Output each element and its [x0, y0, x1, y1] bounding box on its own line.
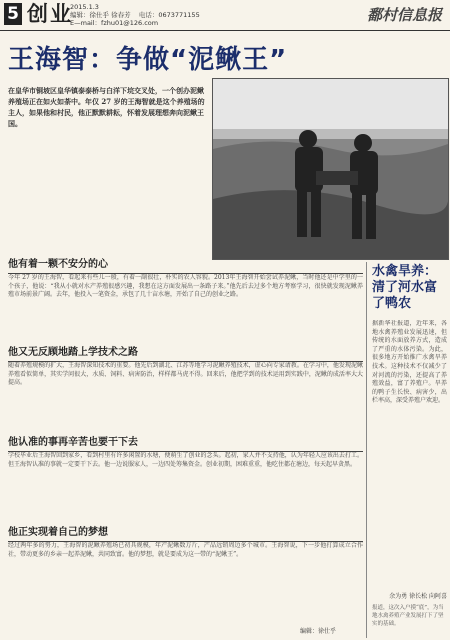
issue-date: 2015.1.3	[70, 3, 99, 11]
masthead: 鄱村信息报	[366, 6, 442, 24]
section-heading-1: 他有着一颗不安分的心	[8, 258, 363, 274]
page-number: 5	[4, 3, 22, 25]
footer-editor: 编辑：徐仕乎	[300, 628, 337, 635]
sidebar-authors: 余为勇 徐长松 向阿喜	[389, 593, 447, 600]
editor-names: 编辑：徐仕乎 徐春芳	[70, 11, 131, 19]
section-body-2: 随着养殖规模的扩大，王海智深知技术的重要。他先后到湖北、江苏等地学习泥鳅养殖技术，虚心向专家请教。在学习中，他发现泥鳅养殖看似简单，其实学问很大，水质、饲料、病害防治，样样都马虎不得。回来后，他把学到的技术运用到实践中，泥鳅的成活率大大提高。	[8, 362, 363, 387]
article-lede: 在皇华市铜坡区皇华镇泰泰桥与白洋下垸交叉处，一个创办泥鳅养殖场正在如火如荼中。年仅 27 岁的王海智就是这个养殖场的主人，如果他和村民，他正默默耕耘，怀着发展理想奔向泥鳅王国。	[8, 86, 205, 128]
section-name: 创业	[27, 1, 73, 26]
section-heading-3: 他认准的事再辛苦也要干下去	[8, 436, 363, 452]
section-heading-2: 他又无反顾地踏上学技术之路	[8, 346, 363, 362]
sidebar-title: 水禽旱养：清了河水富了鸭农	[372, 264, 438, 311]
section-body-1: 今年 27 岁的王海智，看起来有些儿一般，有着一副很壮，朴实的农人容貌。2013年王海智开始尝试养泥鳅，当时他还是中学里的一个孩子，他说：“我从小就对水产养殖很感兴趣，我想在这方面发展出一条路子来。”他先后去过多个地方考察学习，很快就发现泥鳅养殖市场前景广阔。去年，他投入一笔资金，承包了几十亩水塘，开始了自己的创业之路。	[8, 274, 363, 299]
column-divider	[366, 262, 367, 638]
sidebar-blurb: 报道，这次入户摸“底”，为当地水禽养殖产业发展打下了坚实的基础。	[372, 605, 444, 627]
article-title: 王海智：争做“泥鳅王”	[8, 45, 288, 75]
sidebar-body: 据新华社报道，近年来，各地水禽养殖业发展迅速，但传统的水面放养方式，造成了严重的水体污染。为此，很多地方开始推广水禽旱养技术。这种技术不仅减少了对河流的污染，还提高了养殖效益，富了养殖户。旱养的鸭子生长快、病害少，出栏率高，深受养殖户欢迎。	[372, 320, 447, 405]
section-body-3: 学校毕业后王海智回到家乡，看到村里有许多闲置的水塘，便萌生了创业的念头。起初，家人并不支持他，认为年轻人应该出去打工。但王海智认准的事就一定要干下去。他一边说服家人，一边四处筹集资金。创业初期，困难重重，他吃住都在塘边，每天起早贪黑。	[8, 452, 363, 468]
article-photo	[212, 78, 449, 260]
page-header	[0, 0, 450, 31]
section-heading-4: 他正实现着自己的梦想	[8, 526, 363, 542]
section-body-4: 经过两年多的努力，王海智的泥鳅养殖场已初具规模，年产泥鳅数万斤，产品远销周边多个城市。王海智说，下一步他打算成立合作社，带动更多的乡亲一起养泥鳅，共同致富。他的梦想，就是要成为这一带的“泥鳅王”。	[8, 542, 363, 558]
email-line: E—mail：fzhu01@126.com	[70, 19, 159, 27]
phone-number: 电话：0673771155	[138, 11, 200, 19]
